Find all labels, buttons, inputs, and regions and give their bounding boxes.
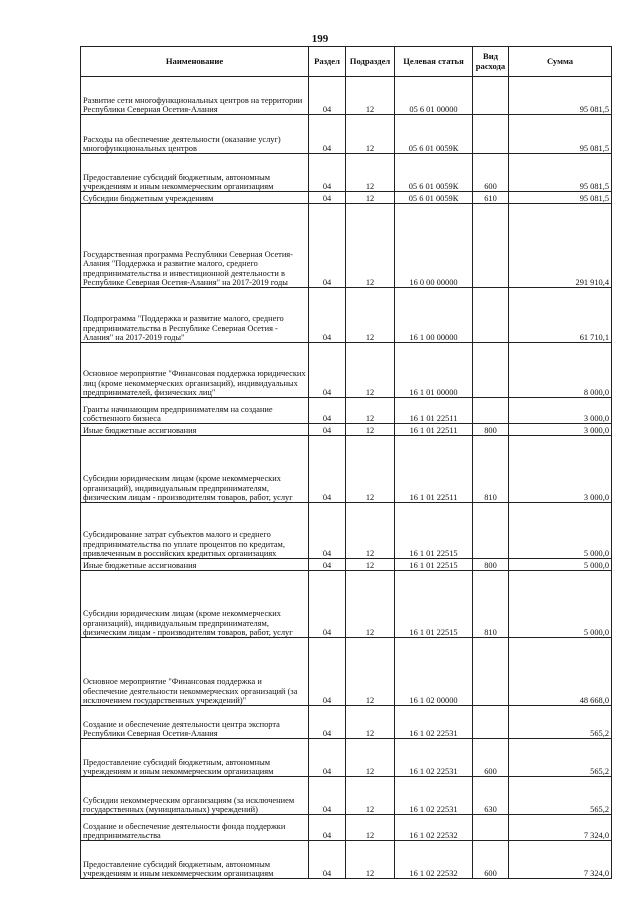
cell-razdel: 04 [309, 503, 346, 559]
table-row [81, 115, 612, 154]
cell-razdel: 04 [309, 841, 346, 879]
cell-razdel: 04 [309, 343, 346, 398]
cell-podrazdel: 12 [346, 154, 395, 192]
cell-name: Гранты начинающим предпринимателям на создание собственного бизнеса [81, 398, 309, 424]
cell-vid: 630 [473, 777, 509, 815]
cell-razdel: 04 [309, 777, 346, 815]
cell-vid [473, 503, 509, 559]
cell-summa: 48 668,0 [509, 638, 612, 706]
column-header-podrazdel: Подраздел [346, 47, 395, 77]
cell-vid [473, 77, 509, 115]
cell-statya: 16 1 02 22531 [395, 706, 473, 739]
cell-name: Предоставление субсидий бюджетным, автономным учреждениям и иным некоммерческим организациям [81, 841, 309, 879]
cell-podrazdel: 12 [346, 398, 395, 424]
cell-summa: 95 081,5 [509, 154, 612, 192]
cell-razdel: 04 [309, 288, 346, 343]
cell-name: Предоставление субсидий бюджетным, автономным учреждениям и иным некоммерческим организациям [81, 739, 309, 777]
cell-summa: 291 910,4 [509, 204, 612, 288]
cell-summa: 3 000,0 [509, 424, 612, 436]
cell-podrazdel: 12 [346, 343, 395, 398]
cell-razdel: 04 [309, 638, 346, 706]
cell-name: Основное мероприятие "Финансовая поддержка и обеспечение деятельности некоммерческих организаций (за исключением государственных учреждений)" [81, 638, 309, 706]
cell-vid: 600 [473, 841, 509, 879]
cell-statya: 16 1 02 22531 [395, 777, 473, 815]
cell-vid: 810 [473, 571, 509, 638]
table-row [81, 571, 612, 638]
cell-vid: 800 [473, 559, 509, 571]
cell-statya: 16 1 01 22515 [395, 503, 473, 559]
cell-vid: 600 [473, 739, 509, 777]
cell-name: Создание и обеспечение деятельности центра экспорта Республики Северная Осетия-Алания [81, 706, 309, 739]
cell-podrazdel: 12 [346, 739, 395, 777]
table-row [81, 777, 612, 815]
cell-podrazdel: 12 [346, 503, 395, 559]
column-header-name: Наименование [81, 47, 309, 77]
column-header-razdel: Раздел [309, 47, 346, 77]
cell-summa: 8 000,0 [509, 343, 612, 398]
cell-razdel: 04 [309, 192, 346, 204]
table-row [81, 343, 612, 398]
cell-razdel: 04 [309, 571, 346, 638]
cell-statya: 16 1 01 22515 [395, 571, 473, 638]
cell-podrazdel: 12 [346, 192, 395, 204]
cell-razdel: 04 [309, 115, 346, 154]
cell-podrazdel: 12 [346, 115, 395, 154]
cell-podrazdel: 12 [346, 841, 395, 879]
table-row [81, 739, 612, 777]
table-row [81, 77, 612, 115]
cell-statya: 16 1 00 00000 [395, 288, 473, 343]
table-row [81, 638, 612, 706]
cell-vid: 800 [473, 424, 509, 436]
cell-statya: 16 1 02 22532 [395, 815, 473, 841]
cell-summa: 95 081,5 [509, 115, 612, 154]
cell-vid [473, 115, 509, 154]
table-row [81, 204, 612, 288]
cell-vid [473, 815, 509, 841]
cell-name: Расходы на обеспечение деятельности (оказание услуг) многофункциональных центров [81, 115, 309, 154]
budget-table [80, 46, 612, 879]
cell-vid [473, 288, 509, 343]
table-row [81, 503, 612, 559]
cell-podrazdel: 12 [346, 424, 395, 436]
table-row [81, 841, 612, 879]
cell-summa: 5 000,0 [509, 559, 612, 571]
cell-summa: 7 324,0 [509, 815, 612, 841]
cell-podrazdel: 12 [346, 288, 395, 343]
cell-statya: 05 6 01 0059К [395, 154, 473, 192]
cell-podrazdel: 12 [346, 706, 395, 739]
cell-podrazdel: 12 [346, 815, 395, 841]
cell-vid [473, 204, 509, 288]
cell-name: Иные бюджетные ассигнования [81, 559, 309, 571]
cell-statya: 05 6 01 00000 [395, 77, 473, 115]
cell-name: Предоставление субсидий бюджетным, автономным учреждениям и иным некоммерческим организациям [81, 154, 309, 192]
table-row [81, 815, 612, 841]
cell-vid [473, 638, 509, 706]
cell-vid: 610 [473, 192, 509, 204]
cell-razdel: 04 [309, 424, 346, 436]
cell-name: Основное мероприятие "Финансовая поддержка юридических лиц (кроме некоммерческих организаций), индивидуальных предпринимателей, физических лиц" [81, 343, 309, 398]
table-row [81, 398, 612, 424]
cell-name: Субсидии юридическим лицам (кроме некоммерческих организаций), индивидуальным предпринимателям, физическим лицам - производителям товаров, работ, услуг [81, 571, 309, 638]
cell-statya: 16 1 01 00000 [395, 343, 473, 398]
cell-razdel: 04 [309, 559, 346, 571]
cell-statya: 05 6 01 0059К [395, 115, 473, 154]
cell-statya: 16 1 02 22532 [395, 841, 473, 879]
column-header-statya: Целевая статья [395, 47, 473, 77]
cell-summa: 95 081,5 [509, 77, 612, 115]
cell-vid: 600 [473, 154, 509, 192]
cell-name: Государственная программа Республики Северная Осетия-Алания "Поддержка и развитие малого, среднего предпринимательства и инвестиционной деятельности в Республике Северная Осетия-Алания" на 2017-2019 годы [81, 204, 309, 288]
table-body [81, 77, 612, 879]
cell-statya: 05 6 01 0059К [395, 192, 473, 204]
table-row [81, 706, 612, 739]
page-number: 199 [311, 33, 329, 45]
cell-vid [473, 706, 509, 739]
cell-podrazdel: 12 [346, 638, 395, 706]
cell-podrazdel: 12 [346, 436, 395, 503]
cell-razdel: 04 [309, 77, 346, 115]
cell-vid [473, 398, 509, 424]
cell-razdel: 04 [309, 436, 346, 503]
cell-statya: 16 1 01 22511 [395, 424, 473, 436]
cell-summa: 95 081,5 [509, 192, 612, 204]
cell-statya: 16 1 02 22531 [395, 739, 473, 777]
cell-summa: 61 710,1 [509, 288, 612, 343]
cell-summa: 565,2 [509, 777, 612, 815]
cell-razdel: 04 [309, 815, 346, 841]
cell-razdel: 04 [309, 154, 346, 192]
table-row [81, 288, 612, 343]
column-header-vid: Вид расхода [473, 47, 509, 77]
cell-razdel: 04 [309, 204, 346, 288]
cell-statya: 16 1 01 22515 [395, 559, 473, 571]
table-header-row [81, 47, 612, 77]
table-row [81, 559, 612, 571]
cell-summa: 5 000,0 [509, 503, 612, 559]
cell-razdel: 04 [309, 706, 346, 739]
cell-name: Иные бюджетные ассигнования [81, 424, 309, 436]
cell-podrazdel: 12 [346, 204, 395, 288]
cell-summa: 3 000,0 [509, 398, 612, 424]
cell-name: Субсидии некоммерческим организациям (за исключением государственных (муниципальных) учреждений) [81, 777, 309, 815]
cell-vid [473, 343, 509, 398]
cell-name: Создание и обеспечение деятельности фонда поддержки предпринимательства [81, 815, 309, 841]
cell-podrazdel: 12 [346, 77, 395, 115]
cell-statya: 16 0 00 00000 [395, 204, 473, 288]
cell-statya: 16 1 01 22511 [395, 398, 473, 424]
cell-summa: 3 000,0 [509, 436, 612, 503]
table-row [81, 436, 612, 503]
cell-name: Субсидии юридическим лицам (кроме некоммерческих организаций), индивидуальным предпринимателям, физическим лицам - производителям товаров, работ, услуг [81, 436, 309, 503]
cell-podrazdel: 12 [346, 559, 395, 571]
cell-name: Субсидии бюджетным учреждениям [81, 192, 309, 204]
cell-summa: 565,2 [509, 739, 612, 777]
table-row [81, 424, 612, 436]
cell-vid: 810 [473, 436, 509, 503]
cell-razdel: 04 [309, 739, 346, 777]
cell-podrazdel: 12 [346, 571, 395, 638]
cell-summa: 565,2 [509, 706, 612, 739]
cell-name: Развитие сети многофункциональных центров на территории Республики Северная Осетия-Алания [81, 77, 309, 115]
cell-summa: 5 000,0 [509, 571, 612, 638]
cell-summa: 7 324,0 [509, 841, 612, 879]
cell-podrazdel: 12 [346, 777, 395, 815]
cell-name: Подпрограмма "Поддержка и развитие малого, среднего предпринимательства в Республике Северная Осетия - Алания" на 2017-2019 годы" [81, 288, 309, 343]
table-row [81, 154, 612, 192]
column-header-summa: Сумма [509, 47, 612, 77]
cell-statya: 16 1 01 22511 [395, 436, 473, 503]
cell-name: Субсидирование затрат субъектов малого и среднего предпринимательства по уплате процентов по кредитам, привлеченным в российских кредитных организациях [81, 503, 309, 559]
cell-razdel: 04 [309, 398, 346, 424]
cell-statya: 16 1 02 00000 [395, 638, 473, 706]
table-row [81, 192, 612, 204]
